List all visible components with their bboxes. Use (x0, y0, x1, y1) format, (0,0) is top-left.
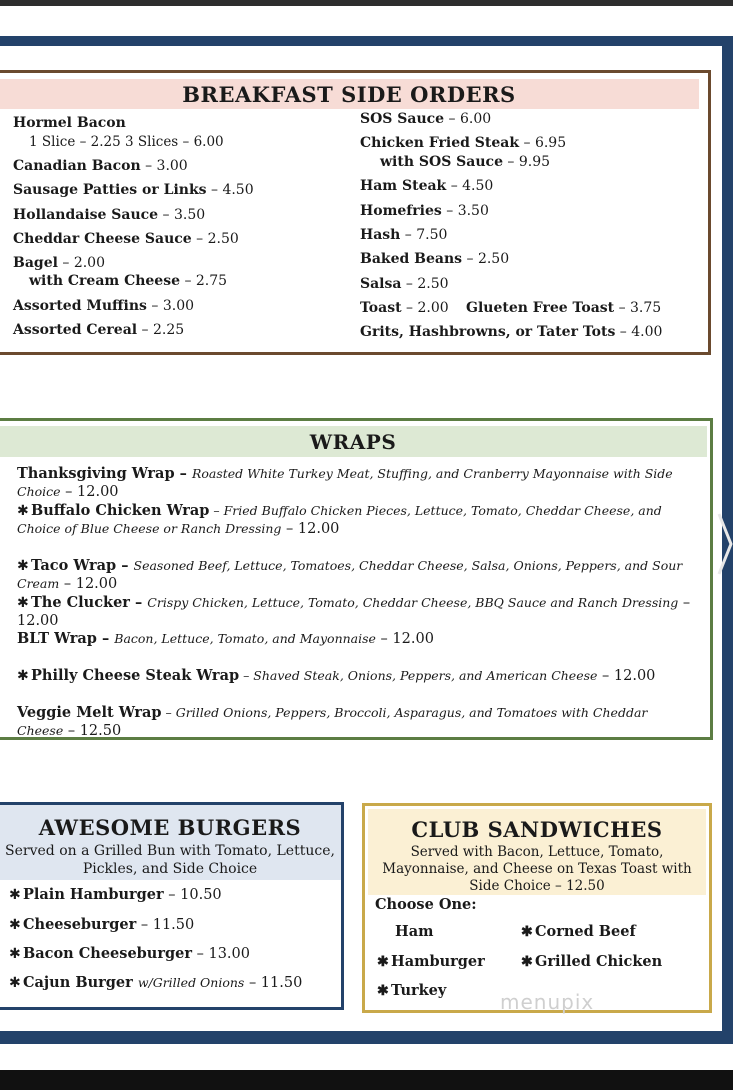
top-bar (0, 0, 733, 6)
club-title: CLUB SANDWICHES (411, 817, 663, 842)
menu-item: Grits, Hashbrowns, or Tater Tots – 4.00 (360, 324, 663, 340)
menu-item: Hash – 7.50 (360, 227, 448, 243)
burgers-subtitle: Served on a Grilled Bun with Tomato, Lettuce, Pickles, and Side Choice (5, 843, 335, 877)
club-option: ✱ Hamburger (377, 953, 485, 970)
club-sandwiches-section (362, 803, 712, 1013)
burger-item: ✱ Cheeseburger – 11.50 (9, 916, 195, 933)
menu-item: Glueten Free Toast – 3.75 (466, 300, 662, 316)
burger-item: ✱ Bacon Cheeseburger – 13.00 (9, 945, 250, 962)
star-icon: ✱ (17, 503, 29, 519)
star-icon: ✱ (9, 887, 21, 903)
menu-item: Toast – 2.00 (360, 300, 449, 316)
club-option: ✱ Grilled Chicken (521, 953, 663, 970)
watermark: menupix (500, 990, 595, 1014)
menu-item: Ham Steak – 4.50 (360, 178, 494, 194)
burger-item: ✱ Plain Hamburger – 10.50 (9, 886, 222, 903)
menu-item: Homefries – 3.50 (360, 203, 489, 219)
star-icon: ✱ (17, 595, 29, 611)
breakfast-side-orders-section (0, 70, 711, 355)
club-header (368, 809, 706, 895)
star-icon: ✱ (521, 924, 533, 940)
awesome-burgers-section (0, 802, 344, 1010)
menu-item: Cheddar Cheese Sauce – 2.50 (13, 231, 239, 247)
breakfast-title: BREAKFAST SIDE ORDERS (0, 79, 699, 109)
menu-item: Assorted Muffins – 3.00 (13, 298, 195, 314)
club-subtitle: Served with Bacon, Lettuce, Tomato, Mayonnaise, and Cheese on Texas Toast with Side Choice – 12.50 (382, 844, 692, 894)
wraps-title: WRAPS (0, 426, 707, 457)
menu-item-price: 1 Slice – 2.25 3 Slices – 6.00 (29, 134, 224, 150)
menu-item: SOS Sauce – 6.00 (360, 111, 492, 127)
menu-item: Bagel – 2.00 (13, 255, 105, 271)
club-option: ✱ Corned Beef (521, 923, 636, 940)
menu-item: Hollandaise Sauce – 3.50 (13, 207, 206, 223)
menu-item: Assorted Cereal – 2.25 (13, 322, 185, 338)
menu-item: Hormel Bacon (13, 115, 126, 131)
menu-item: Sausage Patties or Links – 4.50 (13, 182, 254, 198)
chevron-right-icon[interactable] (717, 512, 733, 576)
star-icon: ✱ (9, 975, 21, 991)
star-icon: ✱ (9, 946, 21, 962)
wrap-item: BLT Wrap – Bacon, Lettuce, Tomato, and Mayonnaise – 12.00 (17, 630, 434, 647)
star-icon: ✱ (9, 917, 21, 933)
menu-item: with Cream Cheese – 2.75 (29, 273, 228, 289)
wraps-section (0, 418, 713, 740)
wrap-item: ✱ Buffalo Chicken Wrap – Fried Buffalo Chicken Pieces, Lettuce, Tomato, Cheddar Cheese, and Choice of Blue Cheese or Ranch Dressing – 12.00 (17, 502, 662, 537)
star-icon: ✱ (521, 954, 533, 970)
club-option: ✱ Turkey (377, 982, 447, 999)
wrap-item: ✱ Taco Wrap – Seasoned Beef, Lettuce, Tomatoes, Cheddar Cheese, Salsa, Onions, Peppers, and Sour Cream – 12.00 (17, 557, 683, 592)
wrap-item: Veggie Melt Wrap – Grilled Onions, Peppers, Broccoli, Asparagus, and Tomatoes with Cheddar Cheese – 12.50 (17, 704, 648, 739)
menu-item: Chicken Fried Steak – 6.95 (360, 135, 567, 151)
burger-item: ✱ Cajun Burger w/Grilled Onions – 11.50 (9, 974, 303, 991)
burgers-title: AWESOME BURGERS (38, 815, 302, 840)
wrap-item: Thanksgiving Wrap – Roasted White Turkey Meat, Stuffing, and Cranberry Mayonnaise with Side Choice – 12.00 (17, 465, 673, 500)
burgers-header (0, 805, 341, 880)
club-option: Ham (395, 923, 434, 940)
star-icon: ✱ (377, 983, 389, 999)
star-icon: ✱ (17, 668, 29, 684)
menu-item: Salsa – 2.50 (360, 276, 449, 292)
star-icon: ✱ (377, 954, 389, 970)
wrap-item: ✱ Philly Cheese Steak Wrap – Shaved Steak, Onions, Peppers, and American Cheese – 12.00 (17, 667, 656, 684)
wrap-item: ✱ The Clucker – Crispy Chicken, Lettuce, Tomato, Cheddar Cheese, BBQ Sauce and Ranch Dressing – 12.00 (17, 594, 691, 629)
choose-one-label: Choose One: (375, 896, 477, 913)
menu-item: Baked Beans – 2.50 (360, 251, 510, 267)
menu-item: Canadian Bacon – 3.00 (13, 158, 188, 174)
star-icon: ✱ (17, 558, 29, 574)
bottom-bar (0, 1070, 733, 1090)
menu-item: with SOS Sauce – 9.95 (380, 154, 551, 170)
